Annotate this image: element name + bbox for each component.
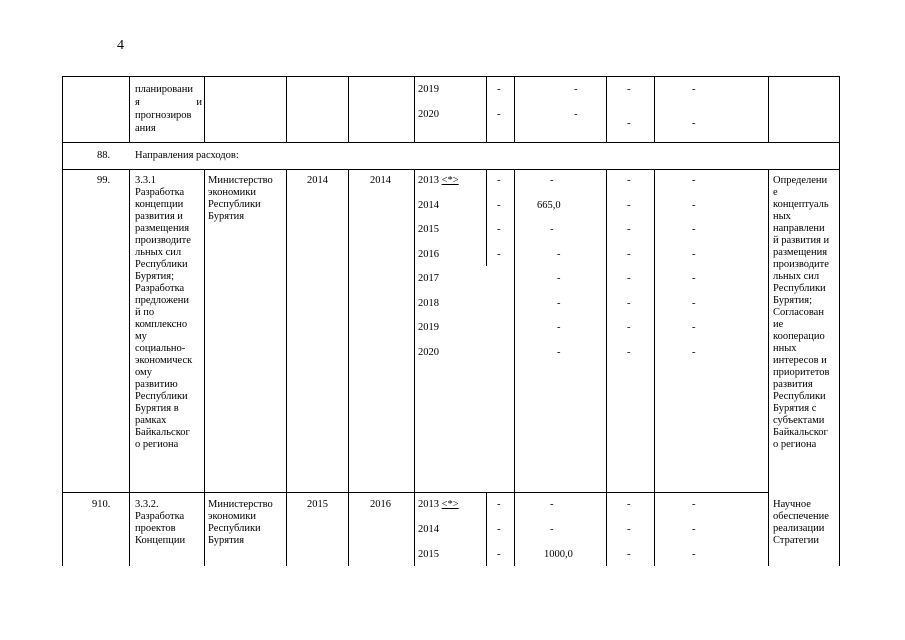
col-divider-start — [286, 76, 287, 142]
col-divider-result — [768, 169, 769, 566]
value-cell: - — [627, 499, 631, 510]
col-divider-name — [129, 76, 130, 142]
end-year: 2016 — [370, 499, 391, 510]
expected-result: Научное обеспечение реализации Стратегии — [773, 499, 829, 546]
col-divider-c1 — [486, 492, 487, 566]
value-cell: - — [574, 109, 578, 120]
value-cell: - — [692, 499, 696, 510]
name-cell-line: я и — [135, 97, 202, 108]
value-cell: - — [627, 84, 631, 95]
executor: Министерство экономики Республики Бурятия — [208, 175, 273, 222]
year-cell: 2016 — [418, 249, 439, 260]
year-cell: 2019 — [418, 84, 439, 95]
value-cell: - — [627, 273, 631, 284]
year-cell — [418, 175, 459, 187]
year-cell: 2015 — [418, 224, 439, 235]
year-cell: 2020 — [418, 109, 439, 120]
year-cell: 2014 — [418, 524, 439, 535]
value-cell: - — [627, 322, 631, 333]
value-cell: - — [627, 175, 631, 186]
col-divider-start — [286, 169, 287, 566]
value-cell: - — [627, 118, 631, 129]
row-number: 99. — [97, 175, 111, 186]
year-cell: 2020 — [418, 347, 439, 358]
table-top-border — [62, 76, 840, 77]
value-cell: - — [557, 298, 561, 309]
row-number: 910. — [92, 499, 111, 510]
value-cell: - — [550, 224, 554, 235]
value-cell: - — [550, 499, 554, 510]
year-label: 2013 — [418, 175, 439, 186]
table-border-right — [839, 76, 840, 566]
value-cell: - — [497, 549, 501, 560]
value-cell: - — [497, 84, 501, 95]
col-divider-end — [348, 169, 349, 566]
value-cell: - — [557, 322, 561, 333]
value-cell: - — [692, 347, 696, 358]
name-cell-line: планировани — [135, 84, 193, 95]
footnote-link[interactable]: <*> — [441, 499, 459, 510]
value-cell: - — [497, 249, 501, 260]
value-cell: - — [627, 549, 631, 560]
row-separator — [62, 492, 768, 493]
value-cell: - — [692, 249, 696, 260]
col-divider-executor — [204, 169, 205, 566]
value-cell: - — [692, 84, 696, 95]
col-divider-executor — [204, 76, 205, 142]
col-divider-c2 — [514, 169, 515, 566]
value-cell: - — [627, 298, 631, 309]
value-cell: - — [627, 347, 631, 358]
year-label: 2013 — [418, 499, 439, 510]
value-cell: - — [692, 224, 696, 235]
name-cell-line: прогнозиров — [135, 110, 192, 121]
activity-name: 3.3.1 Разработка концепции развития и размещения производите льных сил Республики Бурятия; Разработка предложени й по комплексно му социально- экономическ ому развитию Республики Бурятия в рамках Байкальског о региона — [135, 175, 193, 450]
col-divider-name — [129, 169, 130, 566]
value-cell: - — [497, 200, 501, 211]
value-cell: - — [627, 249, 631, 260]
row-separator — [62, 169, 840, 170]
name-cell-line: ания — [135, 123, 156, 134]
col-divider-c1 — [486, 76, 487, 142]
value-cell: - — [550, 175, 554, 186]
value-cell: - — [497, 175, 501, 186]
value-cell: - — [627, 200, 631, 211]
year-cell: 2015 — [418, 549, 439, 560]
value-cell: - — [557, 249, 561, 260]
section-title: Направления расходов: — [135, 150, 239, 161]
col-divider-years — [414, 169, 415, 566]
col-divider-c4 — [654, 76, 655, 142]
start-year: 2015 — [307, 499, 328, 510]
start-year: 2014 — [307, 175, 328, 186]
value-cell: - — [692, 298, 696, 309]
col-divider-result — [768, 76, 769, 142]
end-year: 2014 — [370, 175, 391, 186]
value-cell: - — [692, 322, 696, 333]
col-divider-end — [348, 76, 349, 142]
value-cell: - — [497, 224, 501, 235]
col-divider-c3 — [606, 169, 607, 566]
value-cell: - — [627, 224, 631, 235]
col-divider-c4 — [654, 169, 655, 566]
year-cell: 2014 — [418, 200, 439, 211]
value-cell: - — [692, 549, 696, 560]
value-cell: - — [497, 499, 501, 510]
row-number: 88. — [97, 150, 111, 161]
year-cell: 2018 — [418, 298, 439, 309]
value-cell: - — [692, 524, 696, 535]
value-cell: - — [557, 347, 561, 358]
year-cell: 2019 — [418, 322, 439, 333]
value-cell: - — [692, 175, 696, 186]
col-divider-c3 — [606, 76, 607, 142]
col-divider-c2 — [514, 76, 515, 142]
value-cell: 1000,0 — [544, 549, 573, 560]
col-divider-c1 — [486, 169, 487, 266]
executor: Министерство экономики Республики Бурятия — [208, 499, 273, 546]
page-number: 4 — [117, 38, 124, 53]
value-cell: - — [497, 524, 501, 535]
value-cell: - — [497, 109, 501, 120]
year-cell: 2017 — [418, 273, 439, 284]
value-cell: - — [692, 200, 696, 211]
value-cell: - — [692, 273, 696, 284]
row-separator — [62, 142, 840, 143]
col-divider-years — [414, 76, 415, 142]
footnote-link[interactable]: <*> — [441, 175, 459, 186]
value-cell: - — [574, 84, 578, 95]
value-cell: - — [557, 273, 561, 284]
value-cell: 665,0 — [537, 200, 561, 211]
value-cell: - — [550, 524, 554, 535]
expected-result: Определени е концептуаль ных направлени й развития и размещения производите льных сил Республики Бурятия; Согласован ие кооперацио нных интересов и приоритетов развития Республики Бурятия с субъектами Байкальског о региона — [773, 175, 830, 450]
activity-name: 3.3.2. Разработка проектов Концепции — [135, 499, 186, 546]
value-cell: - — [692, 118, 696, 129]
value-cell: - — [627, 524, 631, 535]
year-cell — [418, 499, 459, 511]
